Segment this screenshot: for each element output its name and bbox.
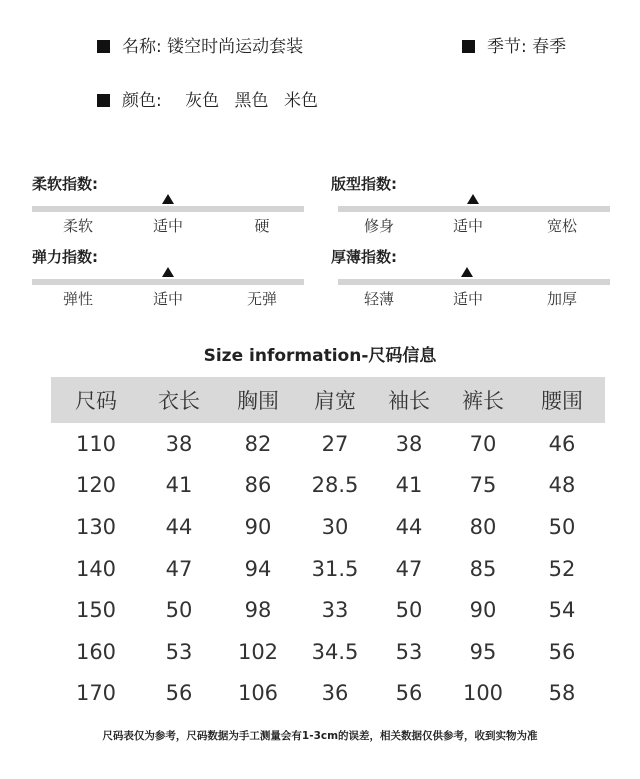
table-header-row: [51, 377, 605, 423]
disclaimer-note: 尺码表仅为参考，尺码数据为手工测量会有1-3cm的误差，相关数据仅供参考，收到实物为准: [102, 730, 538, 742]
table-cell: 56: [548, 639, 576, 664]
level-label: 修身: [363, 217, 394, 235]
selected-marker-icon: [467, 194, 479, 204]
table-cell: 102: [237, 639, 279, 664]
product-season: [462, 32, 566, 57]
column-header: 袖长: [371, 377, 447, 423]
table-cell: 27: [321, 431, 349, 456]
table-cell: 106: [237, 681, 279, 706]
size-table: [51, 377, 605, 714]
table-cell: 120: [75, 473, 117, 498]
table-cell: 47: [165, 556, 193, 581]
column-header: 胸围: [217, 377, 299, 423]
table-cell: 56: [165, 681, 193, 706]
table-cell: 28.5: [311, 473, 359, 498]
selected-marker-icon: [162, 267, 174, 277]
table-cell: 34.5: [311, 639, 359, 664]
elasticity-scale-bar: [32, 279, 304, 285]
level-label: 适中: [452, 217, 483, 235]
thickness-index-title: 厚薄指数:: [331, 248, 397, 266]
table-cell: 30: [321, 514, 349, 539]
softness-index-title: 柔软指数:: [32, 175, 98, 193]
elasticity-index-title: 弹力指数:: [32, 248, 98, 266]
table-cell: 52: [548, 556, 576, 581]
level-label: 柔软: [62, 217, 93, 235]
column-header: 腰围: [519, 377, 605, 423]
table-cell: 53: [395, 639, 423, 664]
table-cell: 46: [548, 431, 576, 456]
table-cell: 160: [75, 639, 117, 664]
table-cell: 50: [165, 598, 193, 623]
table-cell: 50: [548, 514, 576, 539]
table-cell: 70: [469, 431, 497, 456]
softness-scale-bar: [32, 206, 304, 212]
table-cell: 130: [75, 514, 117, 539]
thickness-scale-bar: [338, 279, 610, 285]
color-option: 米色: [283, 91, 318, 111]
table-cell: 90: [469, 598, 497, 623]
level-label: 轻薄: [363, 290, 394, 308]
table-cell: 94: [244, 556, 272, 581]
table-cell: 38: [395, 431, 423, 456]
color-option: 灰色: [185, 91, 220, 111]
table-row: [51, 423, 605, 465]
table-cell: 41: [165, 473, 193, 498]
table-cell: 44: [165, 514, 193, 539]
table-cell: 80: [469, 514, 497, 539]
product-colors: [97, 86, 328, 111]
level-label: 适中: [152, 217, 183, 235]
table-cell: 44: [395, 514, 423, 539]
level-label: 硬: [254, 217, 270, 235]
bullet-square-icon: [97, 40, 110, 53]
season-label: 季节:: [487, 37, 527, 57]
table-cell: 50: [395, 598, 423, 623]
table-cell: 140: [75, 556, 117, 581]
table-row: [51, 506, 605, 548]
table-cell: 86: [244, 473, 272, 498]
table-cell: 150: [75, 598, 117, 623]
table-cell: 56: [395, 681, 423, 706]
table-cell: 31.5: [311, 556, 359, 581]
column-header: 尺码: [51, 377, 141, 423]
level-label: 适中: [152, 290, 183, 308]
table-row: [51, 548, 605, 590]
product-name: [97, 32, 303, 57]
color-option: 黑色: [234, 91, 269, 111]
bullet-square-icon: [97, 94, 110, 107]
table-row: [51, 589, 605, 631]
table-cell: 85: [469, 556, 497, 581]
level-label: 宽松: [546, 217, 577, 235]
level-label: 加厚: [546, 290, 577, 308]
table-cell: 170: [75, 681, 117, 706]
table-cell: 90: [244, 514, 272, 539]
table-cell: 100: [462, 681, 504, 706]
selected-marker-icon: [461, 267, 473, 277]
column-header: 衣长: [141, 377, 217, 423]
color-label: 颜色:: [122, 91, 162, 111]
selected-marker-icon: [162, 194, 174, 204]
column-header: 裤长: [447, 377, 519, 423]
table-cell: 41: [395, 473, 423, 498]
column-header: 肩宽: [299, 377, 371, 423]
season-value: 春季: [532, 37, 567, 57]
table-cell: 75: [469, 473, 497, 498]
table-cell: 95: [469, 639, 497, 664]
table-cell: 36: [321, 681, 349, 706]
table-cell: 54: [548, 598, 576, 623]
table-cell: 38: [165, 431, 193, 456]
table-cell: 48: [548, 473, 576, 498]
bullet-square-icon: [462, 40, 475, 53]
table-row: [51, 465, 605, 507]
name-value: 镂空时尚运动套装: [167, 37, 304, 57]
table-row: [51, 631, 605, 673]
table-cell: 110: [75, 431, 117, 456]
size-table-title: Size information-尺码信息: [203, 346, 437, 366]
level-label: 无弹: [246, 290, 277, 308]
table-cell: 47: [395, 556, 423, 581]
fit-scale-bar: [338, 206, 610, 212]
table-cell: 82: [244, 431, 272, 456]
level-label: 弹性: [62, 290, 93, 308]
table-cell: 58: [548, 681, 576, 706]
table-cell: 33: [321, 598, 349, 623]
level-label: 适中: [452, 290, 483, 308]
fit-index-title: 版型指数:: [331, 175, 397, 193]
table-row: [51, 673, 605, 715]
table-cell: 53: [165, 639, 193, 664]
name-label: 名称:: [122, 37, 162, 57]
table-cell: 98: [244, 598, 272, 623]
